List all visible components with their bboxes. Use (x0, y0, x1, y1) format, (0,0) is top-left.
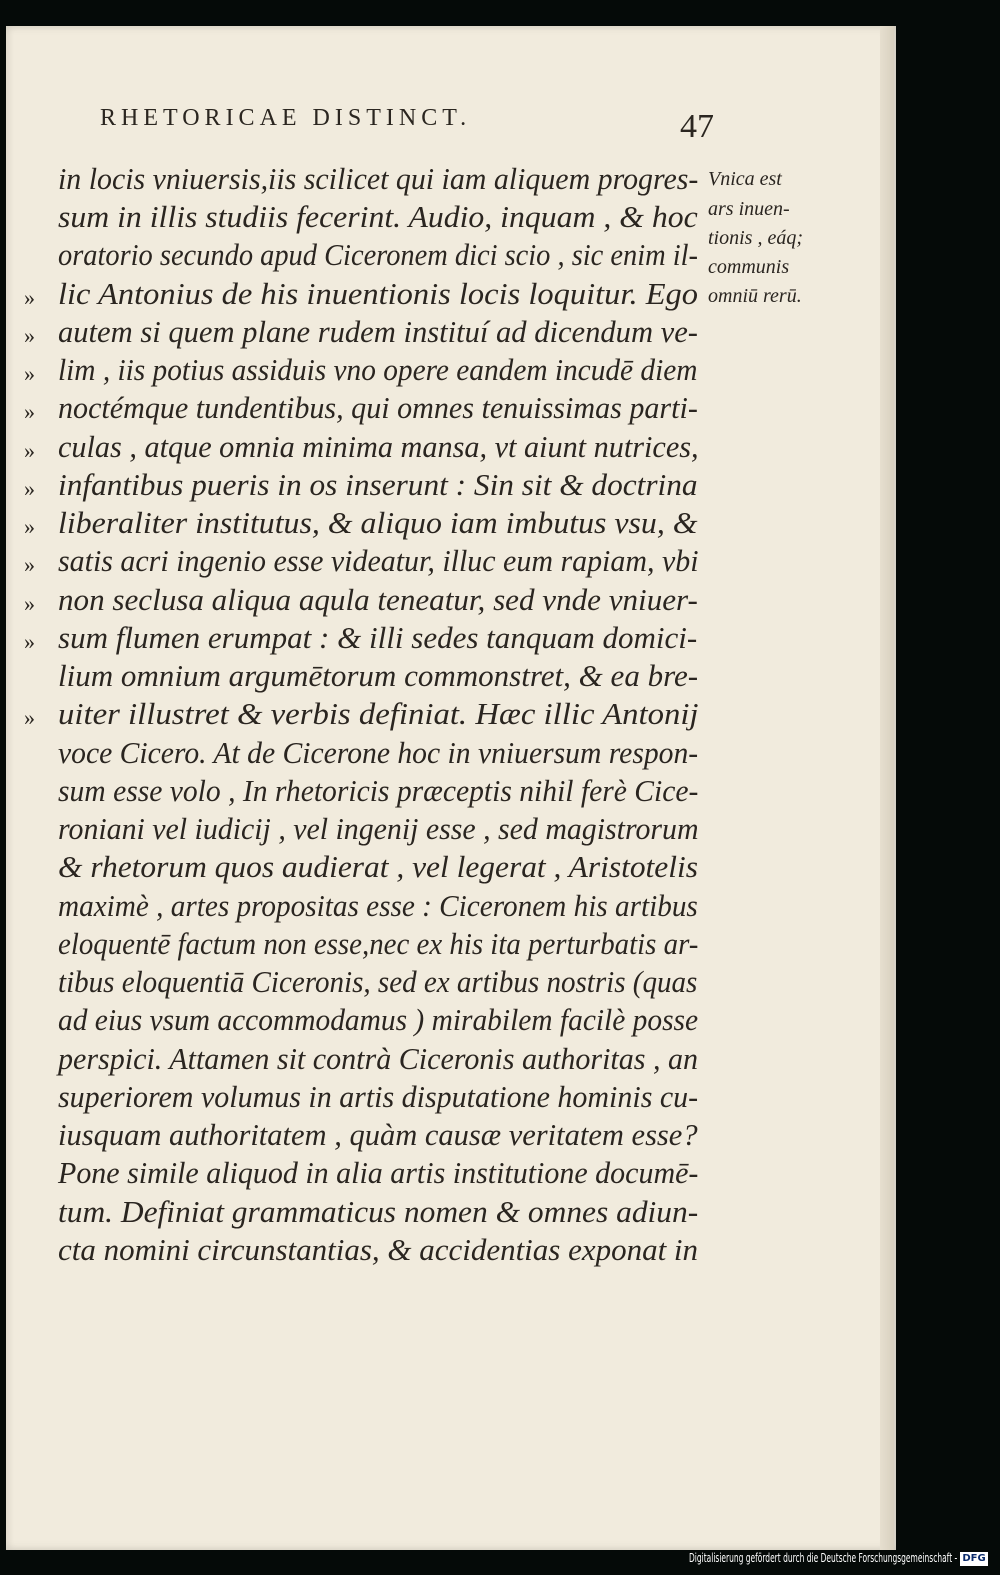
text-line: sum in illis studiis fecerint. Audio, inquam , & hoc (58, 200, 698, 234)
text-line: cta nomini circunstantias, & accidentias exponat in (58, 1233, 699, 1267)
text-line: Pone simile aliquod in alia artis institutione documē- (58, 1156, 699, 1190)
quote-mark: » (24, 552, 35, 577)
text-line: maximè , artes propositas esse : Ciceronem his artibus (58, 889, 698, 923)
text-line: perspici. Attamen sit contrà Ciceronis authoritas , an (58, 1042, 699, 1076)
text-line: liberaliter institutus, & aliquo iam imbutus vsu, & (58, 506, 698, 540)
digitization-credit: Digitalisierung gefördert durch die Deutsche Forschungsgemeinschaft - (689, 1551, 958, 1565)
text-line: non seclusa aliqua aqula teneatur, sed vnde vniuer- (58, 583, 698, 617)
text-line: oratorio secundo apud Ciceronem dici scio , sic enim il- (58, 238, 699, 272)
margin-note-line: tionis , eáq; (708, 227, 803, 249)
quote-mark: » (24, 323, 35, 348)
text-line: eloquentē factum non esse,nec ex his ita perturbatis ar- (58, 927, 699, 961)
margin-note-line: omniū rerū. (708, 285, 802, 307)
margin-note-line: ars inuen- (708, 198, 790, 220)
page-number: 47 (680, 108, 714, 145)
quote-mark: » (24, 705, 35, 730)
quote-mark: » (24, 591, 35, 616)
text-line: in locis vniuersis,iis scilicet qui iam aliquem progres- (58, 162, 699, 196)
text-line: superiorem volumus in artis disputatione hominis cu- (58, 1080, 699, 1114)
text-line: infantibus pueris in os inserunt : Sin sit & doctrina (58, 468, 698, 502)
text-line: lic Antonius de his inuentionis locis loquitur. Ego (58, 277, 699, 311)
text-line: uiter illustret & verbis definiat. Hæc illic Antonij (58, 697, 699, 731)
text-line: tibus eloquentiā Ciceronis, sed ex artibus nostris (quas (58, 965, 698, 999)
quote-mark: » (24, 629, 35, 654)
text-line: voce Cicero. At de Cicerone hoc in vniuersum respon- (58, 736, 699, 770)
text-line: lium omnium argumētorum commonstret, & ea bre- (58, 659, 699, 693)
text-line: sum esse volo , In rhetoricis præceptis nihil ferè Cice- (58, 774, 699, 808)
text-line: roniani vel iudicij , vel ingenij esse , sed magistrorum (58, 812, 699, 846)
text-line: sum flumen erumpat : & illi sedes tanquam domici- (58, 621, 698, 655)
quote-mark: » (24, 514, 35, 539)
quote-mark: » (24, 361, 35, 386)
quote-mark: » (24, 399, 35, 424)
text-line: satis acri ingenio esse videatur, illuc eum rapiam, vbi (58, 544, 699, 578)
text-line: ad eius vsum accommodamus ) mirabilem facilè posse (58, 1003, 699, 1037)
text-line: noctémque tundentibus, qui omnes tenuissimas parti- (58, 391, 698, 425)
quote-mark: » (24, 285, 35, 310)
text-line: tum. Definiat grammaticus nomen & omnes adiun- (58, 1195, 699, 1229)
page-edge (880, 26, 894, 1550)
quote-mark: » (24, 438, 35, 463)
text-line: culas , atque omnia minima mansa, vt aiunt nutrices, (58, 430, 699, 464)
margin-note-line: Vnica est (708, 168, 782, 190)
running-head: RHETORICAE DISTINCT. (100, 105, 472, 131)
text-line: autem si quem plane rudem instituí ad dicendum ve- (58, 315, 698, 349)
text-line: iusquam authoritatem , quàm causæ veritatem esse? (58, 1118, 698, 1152)
dfg-logo: DFG (960, 1552, 988, 1566)
text-line: lim , iis potius assiduis vno opere eandem incudē diem (58, 353, 698, 387)
text-line: & rhetorum quos audierat , vel legerat , Aristotelis (58, 850, 698, 884)
quote-mark: » (24, 476, 35, 501)
margin-note-line: communis (708, 256, 790, 278)
